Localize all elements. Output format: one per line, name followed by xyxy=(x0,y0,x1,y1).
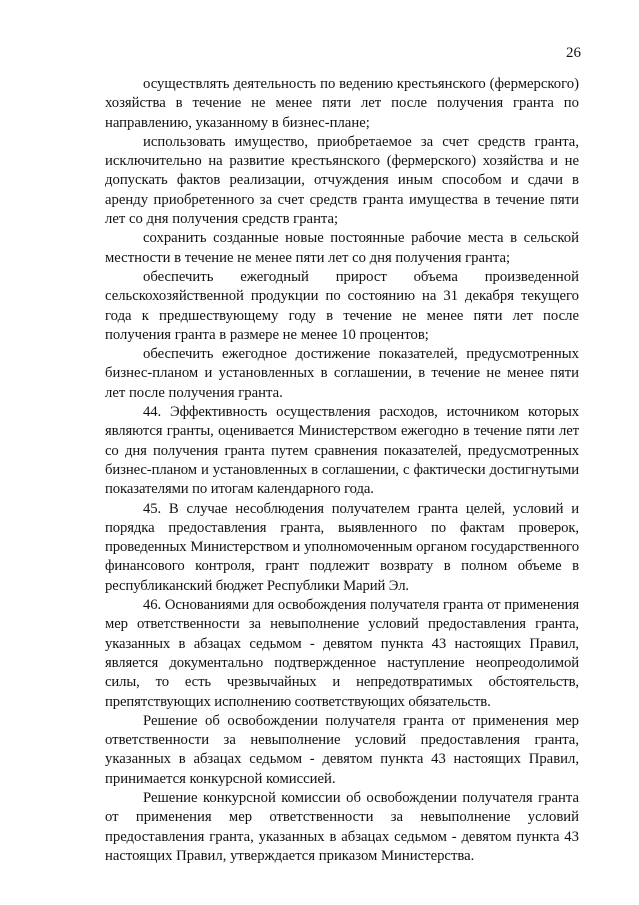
paragraph: осуществлять деятельность по ведению крестьянского (фермерского) хозяйства в течение не менее пяти лет после получения гранта по направлению, указанному в бизнес-плане; xyxy=(105,76,579,131)
paragraph: сохранить созданные новые постоянные рабочие места в сельской местности в течение не менее пяти лет со дня получения гранта; xyxy=(105,230,579,266)
paragraph-item-44: 44. Эффективность осуществления расходов, источником которых являются гранты, оценивается Министерством ежегодно в течение пяти лет со дня получения гранта путем сравнения показателей, предусмотренных бизнес-планом и установленных в соглашении, с фактически достигнутыми показателями по итогам календарного года. xyxy=(105,404,579,498)
page-number: 26 xyxy=(566,45,581,61)
paragraph: Решение об освобождении получателя гранта от применения мер ответственности за невыполнение условий предоставления гранта, указанных в абзацах седьмом - девятом пункта 43 настоящих Правил, принимается конкурсной комиссией. xyxy=(105,712,579,787)
paragraph: обеспечить ежегодное достижение показателей, предусмотренных бизнес-планом и установленных в соглашении, в течение не менее пяти лет после получения гранта. xyxy=(105,346,579,401)
paragraph-item-45: 45. В случае несоблюдения получателем гранта целей, условий и порядка предоставления гранта, выявленного по фактам проверок, проведенных Министерством и уполномоченным органом государственного финансового контроля, грант подлежит возврату в полном объеме в республиканский бюджет Республики Марий Эл. xyxy=(105,500,579,594)
paragraph-item-46: 46. Основаниями для освобождения получателя гранта от применения мер ответственности за невыполнение условий предоставления гранта, указанных в абзацах седьмом - девятом пункта 43 настоящих Правил, является документально подтвержденное наступление неопреодолимой силы, то есть чрезвычайных и непредотвратимых обстоятельств, препятствующих исполнению соответствующих обязательств. xyxy=(105,597,579,710)
paragraph: обеспечить ежегодный прирост объема произведенной сельскохозяйственной продукции по состоянию на 31 декабря текущего года к предшествующему году в течение не менее пяти лет после получения гранта в размере не менее 10 процентов; xyxy=(105,268,579,343)
paragraph: использовать имущество, приобретаемое за счет средств гранта, исключительно на развитие крестьянского (фермерского) хозяйства и не допускать фактов реализации, отчуждения иным способом и сдачи в аренду приобретенного за счет средств гранта имущества в течение пяти лет со дня получения средств гранта; xyxy=(105,133,579,228)
paragraph: Решение конкурсной комиссии об освобождении получателя гранта от применения мер ответственности за невыполнение условий предоставления гранта, указанных в абзацах седьмом - девятом пункта 43 настоящих Правил, утверждается приказом Министерства. xyxy=(105,789,579,864)
document-body xyxy=(105,75,579,866)
